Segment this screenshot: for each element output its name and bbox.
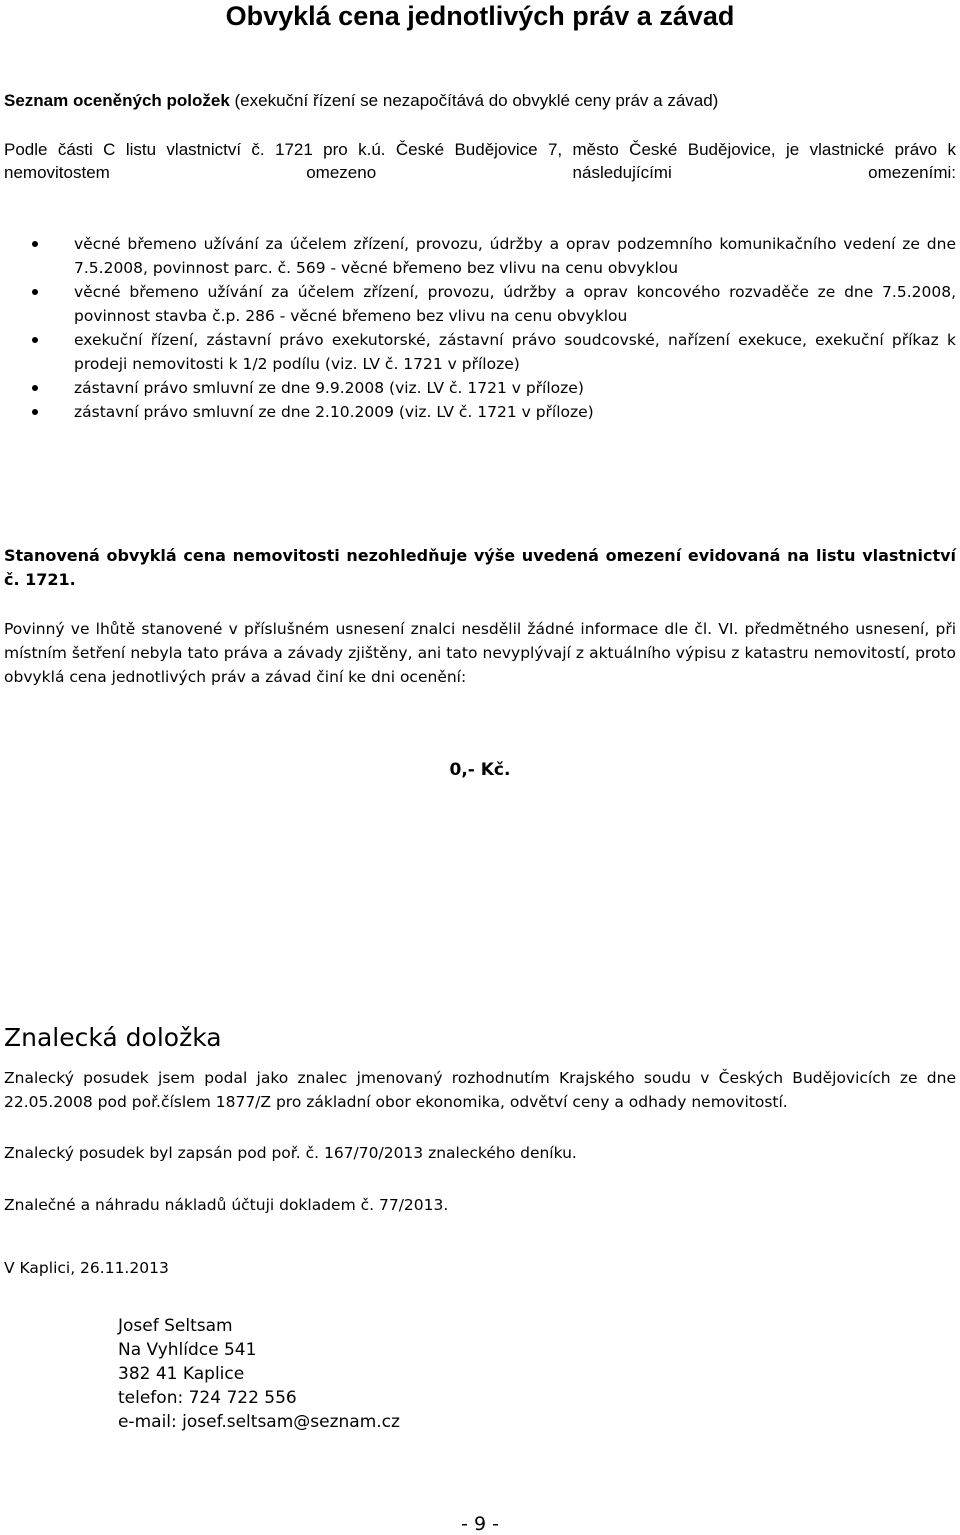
signature-street: Na Vyhlídce 541 [118, 1340, 257, 1360]
expert-clause-heading: Znalecká doložka [4, 1023, 222, 1052]
list-item [0, 280, 960, 328]
list-item [0, 376, 960, 400]
list-item-text: věcné břemeno užívání za účelem zřízení, provozu, údržby a oprav podzemního komunikačního vedení ze dne 7.5.2008, povinnost parc. č. 569 - věcné břemeno bez vlivu na cenu obvyklou [74, 235, 956, 277]
bullet-icon [32, 289, 38, 295]
signature-phone: telefon: 724 722 556 [118, 1388, 297, 1408]
signature-city: 382 41 Kaplice [118, 1364, 245, 1384]
signature-name: Josef Seltsam [118, 1316, 233, 1336]
page-number: - 9 - [461, 1513, 499, 1535]
obligation-paragraph: Povinný ve lhůtě stanovené v příslušném usnesení znalci nesdělil žádné informace dle čl. VI. předmětného usnesení, při místním šetření nebyla tato práva a závady zjištěny, ani tato nevyplývají z aktuálního výpisu z katastru nemovitostí, proto obvyklá cena jednotlivých práv a závad činí ke dni ocenění: [4, 620, 956, 686]
list-heading-bold: Seznam oceněných položek [4, 91, 230, 110]
price-statement: Stanovená obvyklá cena nemovitosti nezohledňuje výše uvedená omezení evidovaná na listu vlastnictví č. 1721. [4, 546, 956, 589]
signature-email: e-mail: josef.seltsam@seznam.cz [118, 1412, 400, 1432]
list-item [0, 232, 960, 280]
bullet-icon [32, 385, 38, 391]
signature-block [118, 1314, 400, 1434]
bullet-icon [32, 241, 38, 247]
list-item-text: věcné břemeno užívání za účelem zřízení, provozu, údržby a oprav koncového rozvaděče ze dne 7.5.2008, povinnost stavba č.p. 286 - věcné břemeno bez vlivu na cenu obvyklou [74, 283, 956, 325]
encumbrance-list [0, 232, 960, 424]
diary-record: Znalecký posudek byl zapsán pod poř. č. 167/70/2013 znaleckého deníku. [4, 1144, 577, 1162]
fee-note: Znalečné a náhradu nákladů účtuji dokladem č. 77/2013. [4, 1196, 449, 1214]
list-item-text: zástavní právo smluvní ze dne 9.9.2008 (viz. LV č. 1721 v příloze) [74, 379, 584, 397]
total-price: 0,- Kč. [449, 760, 511, 780]
expert-appointment: Znalecký posudek jsem podal jako znalec jmenovaný rozhodnutím Krajského soudu v Českých Budějovicích ze dne 22.05.2008 pod poř.číslem 1877/Z pro základní obor ekonomika, odvětví ceny a odhady nemovitostí. [4, 1069, 956, 1111]
list-item [0, 328, 960, 376]
list-heading-note: (exekuční řízení se nezapočítává do obvyklé ceny práv a závad) [229, 91, 719, 110]
list-item-text: zástavní právo smluvní ze dne 2.10.2009 (viz. LV č. 1721 v příloze) [74, 403, 594, 421]
page-title: Obvyklá cena jednotlivých práv a závad [225, 1, 735, 31]
intro-paragraph: Podle části C listu vlastnictví č. 1721 pro k.ú. České Budějovice 7, město České Budějovice, je vlastnické právo k nemovitostem omezeno následujícími omezeními: [4, 140, 956, 182]
list-heading [4, 89, 956, 112]
bullet-icon [32, 409, 38, 415]
bullet-icon [32, 337, 38, 343]
list-item [0, 400, 960, 424]
list-item-text: exekuční řízení, zástavní právo exekutorské, zástavní právo soudcovské, nařízení exekuce, exekuční příkaz k prodeji nemovitosti k 1/2 podílu (viz. LV č. 1721 v příloze) [74, 331, 956, 373]
place-date: V Kaplici, 26.11.2013 [4, 1259, 169, 1277]
